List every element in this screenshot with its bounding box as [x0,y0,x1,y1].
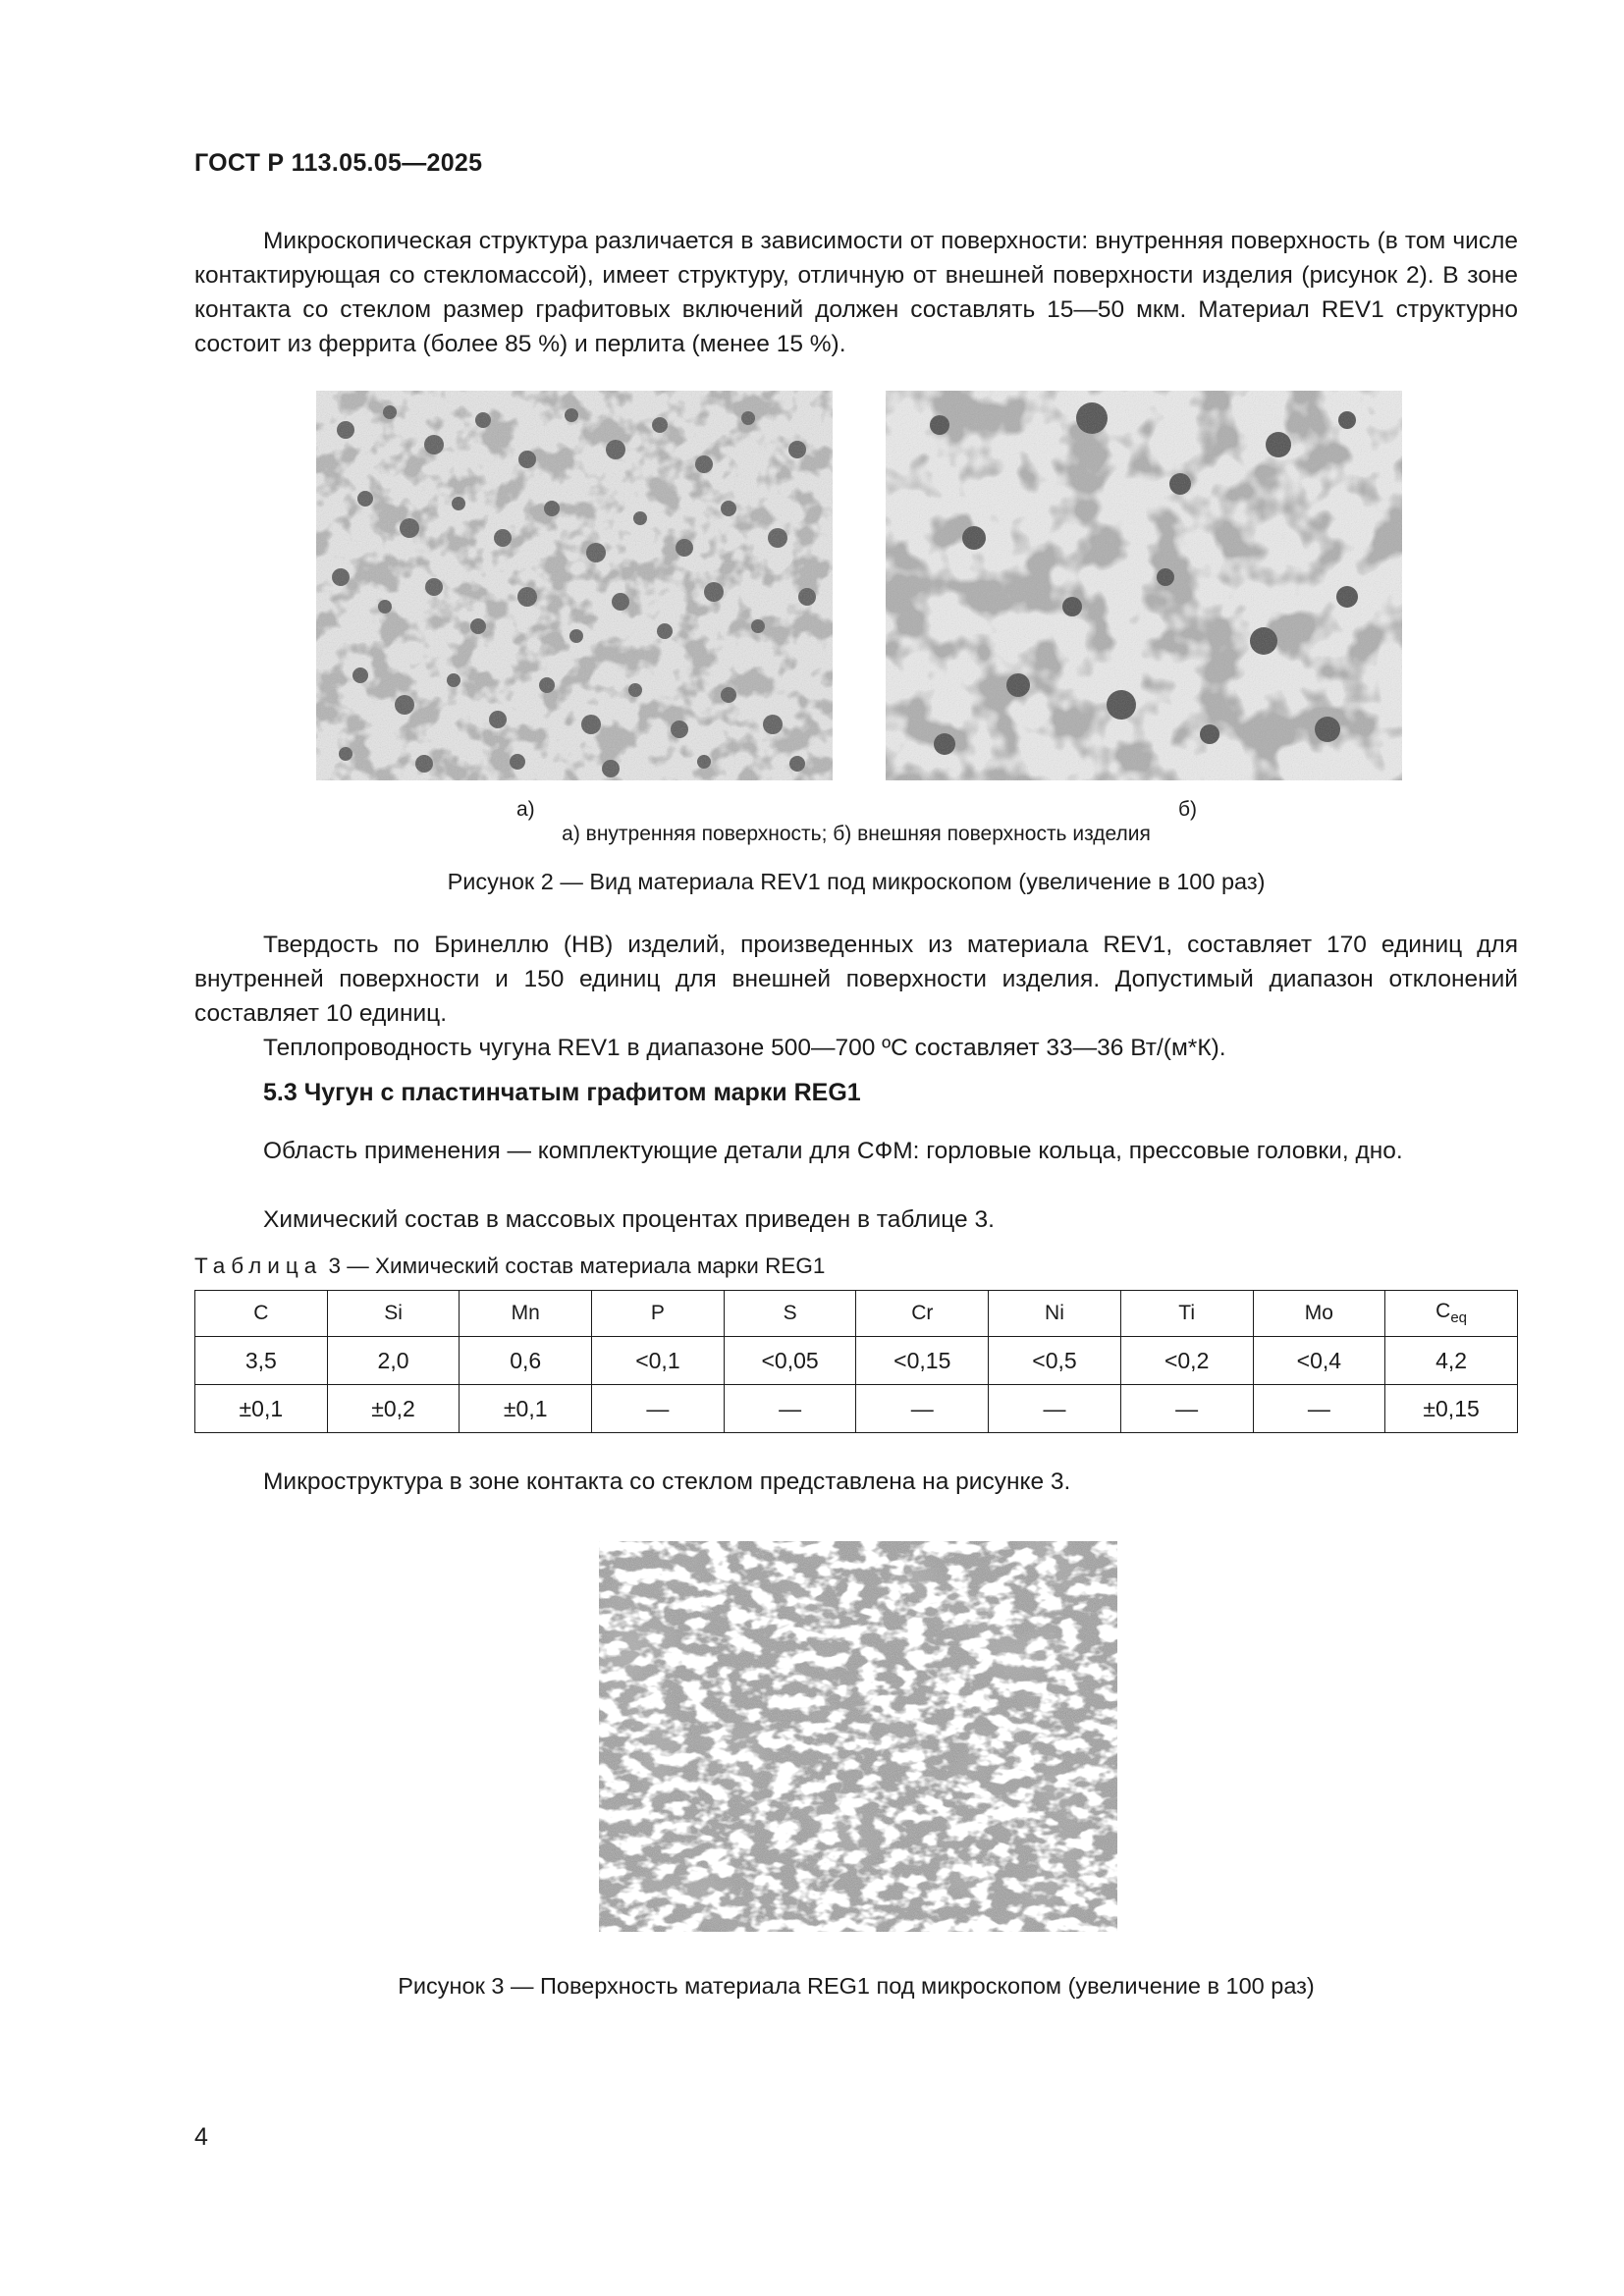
table-header-cell: C [195,1291,328,1337]
micrograph-outer-surface [886,391,1402,780]
table-cell: — [724,1385,856,1433]
page-number: 4 [194,2123,208,2151]
table-header-cell: Mn [460,1291,592,1337]
figure2-caption: Рисунок 2 — Вид материала REV1 под микроскопом (увеличение в 100 раз) [447,869,1266,894]
figure3-caption: Рисунок 3 — Поверхность материала REG1 под микроскопом (увеличение в 100 раз) [398,1973,1315,1999]
ceq-subscript: eq [1450,1309,1468,1327]
table-cell: ±0,15 [1385,1385,1518,1433]
table-cell: — [989,1385,1121,1433]
table-header-cell: Ni [989,1291,1121,1337]
table-cell: <0,1 [592,1337,725,1385]
table-cell: 0,6 [460,1337,592,1385]
section-heading-5-3: 5.3 Чугун с пластинчатым графитом марки REG1 [263,1079,861,1106]
paragraph-figure3-ref: Микроструктура в зоне контакта со стеклом представлена на рисунке 3. [263,1468,1071,1495]
figure2-label-a: а) [516,798,535,821]
table-header-row [195,1291,1518,1337]
paragraph-chem-ref: Химический состав в массовых процентах приведен в таблице 3. [263,1206,995,1233]
table-cell: <0,5 [989,1337,1121,1385]
table-header-cell: S [724,1291,856,1337]
ceq-main: C [1435,1300,1451,1323]
micrograph-inner-surface [316,391,833,780]
table-cell: ±0,1 [195,1385,328,1433]
table-cell: <0,05 [724,1337,856,1385]
table-cell: — [856,1385,989,1433]
table-cell: 3,5 [195,1337,328,1385]
table-cell: 2,0 [327,1337,460,1385]
table-cell: <0,4 [1253,1337,1385,1385]
figure2-sub-caption: а) внутренняя поверхность; б) внешняя поверхность изделия [562,823,1151,845]
paragraph-microstructure: Микроскопическая структура различается в зависимости от поверхности: внутренняя поверхность (в том числе контактирующая со стекломассой), имеет структуру, отличную от внешней поверхности изделия (рисунок 2). В зоне контакта со стеклом размер графитовых включений должен составлять 15—50 мкм. Материал REV1 структурно состоит из феррита (более 85 %) и перлита (менее 15 %). [194,228,1518,357]
table-cell: ±0,2 [327,1385,460,1433]
table-cell: — [592,1385,725,1433]
chemical-composition-table [194,1290,1518,1433]
table-header-cell: Si [327,1291,460,1337]
table-cell: 4,2 [1385,1337,1518,1385]
document-code: ГОСТ Р 113.05.05—2025 [194,149,483,177]
table-cell: — [1120,1385,1253,1433]
table-cell: <0,15 [856,1337,989,1385]
table-header-cell: Cr [856,1291,989,1337]
paragraph-thermal-conductivity: Теплопроводность чугуна REV1 в диапазоне 500—700 ºС составляет 33—36 Вт/(м*К). [263,1035,1226,1061]
paragraph-application: Область применения — комплектующие детали для СФМ: горловые кольца, прессовые головки, дно. [263,1138,1403,1164]
table3-title-word: Таблица [194,1254,323,1278]
table-cell: ±0,1 [460,1385,592,1433]
table-cell: — [1253,1385,1385,1433]
table-header-cell-ceq [1385,1291,1518,1337]
table-header-cell: Ti [1120,1291,1253,1337]
table-row [195,1337,1518,1385]
table-header-cell: P [592,1291,725,1337]
paragraph-hardness: Твердость по Бринеллю (HB) изделий, произведенных из материала REV1, составляет 170 единиц для внутренней поверхности и 150 единиц для внешней поверхности изделия. Допустимый диапазон отклонений составляет 10 единиц. [194,932,1518,1027]
table-cell: <0,2 [1120,1337,1253,1385]
table-row [195,1385,1518,1433]
table3-title [194,1254,825,1279]
table-header-cell: Mo [1253,1291,1385,1337]
micrograph-reg1-surface [599,1541,1117,1932]
table3-title-rest: 3 — Химический состав материала марки REG1 [322,1254,826,1278]
figure2-label-b: б) [1178,798,1198,821]
